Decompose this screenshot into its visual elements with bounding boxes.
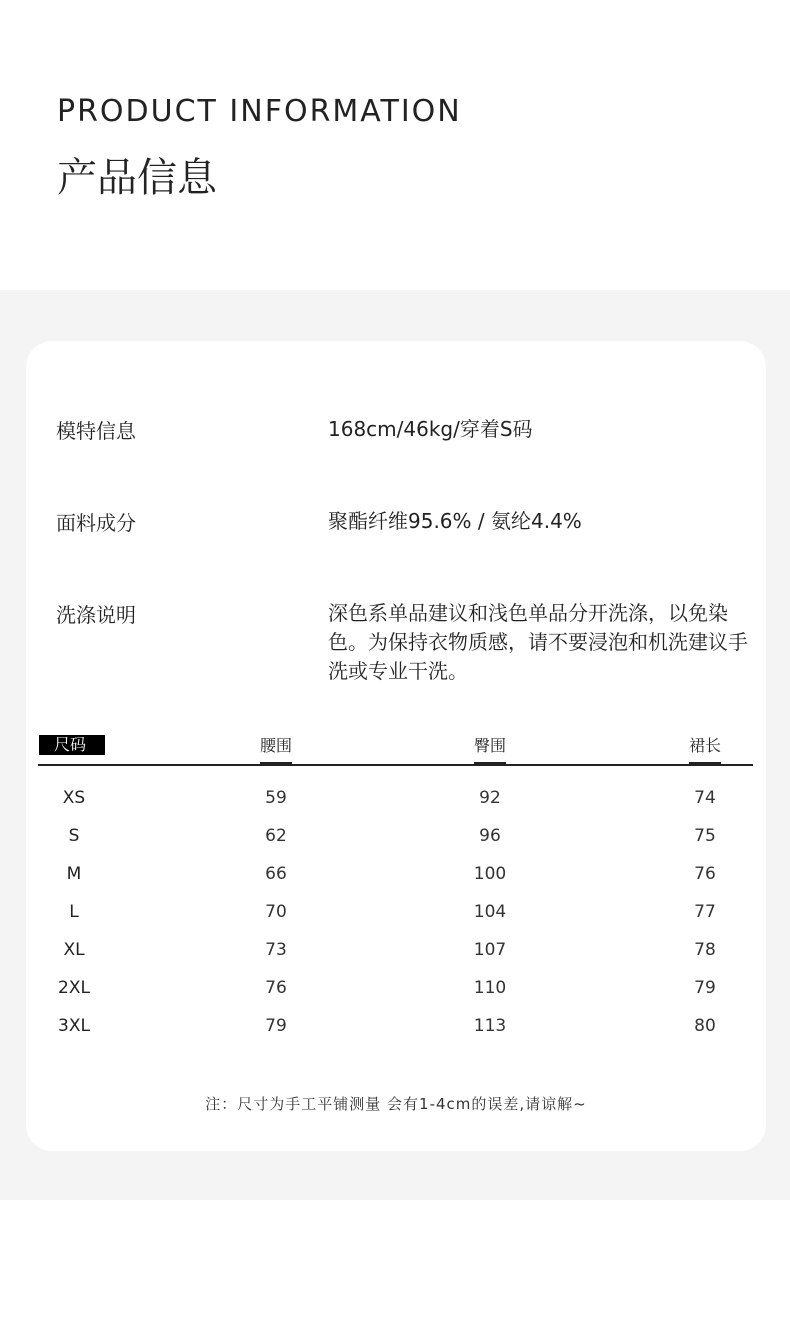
- hip-cell: 100: [473, 864, 507, 884]
- title-english: PRODUCT INFORMATION: [57, 94, 462, 129]
- size-table-body: [26, 784, 766, 1050]
- waist-cell: 70: [265, 902, 287, 922]
- size-cell: XS: [62, 788, 86, 808]
- length-cell: 76: [694, 864, 716, 884]
- measurement-note: 注：尺寸为手工平铺测量 会有1-4cm的误差,请谅解~: [205, 1095, 587, 1113]
- hip-cell: 104: [473, 902, 507, 922]
- table-row: [26, 936, 766, 974]
- hip-cell: 110: [473, 978, 507, 998]
- table-row: [26, 1012, 766, 1050]
- waist-cell: 66: [265, 864, 287, 884]
- hip-cell: 96: [479, 826, 501, 846]
- size-cell: 3XL: [58, 1016, 90, 1036]
- length-cell: 74: [694, 788, 716, 808]
- info-value-model: 168cm/46kg/穿着S码: [328, 417, 533, 441]
- waist-cell: 59: [265, 788, 287, 808]
- length-column-header: 裙长: [688, 736, 721, 755]
- size-cell: XL: [63, 940, 85, 960]
- length-cell: 77: [694, 902, 716, 922]
- waist-cell: 76: [265, 978, 287, 998]
- table-row: [26, 822, 766, 860]
- waist-column-header: 腰围: [259, 736, 292, 755]
- title-chinese: 产品信息: [57, 155, 217, 201]
- info-value-washing: 深色系单品建议和浅色单品分开洗涤，以免染色。为保持衣物质感，请不要浸泡和机洗建议手洗或专业干洗。: [328, 601, 748, 683]
- waist-cell: 62: [265, 826, 287, 846]
- table-header-divider: [38, 764, 753, 766]
- info-value-fabric: 聚酯纤维95.6% / 氨纶4.4%: [328, 509, 582, 533]
- size-cell: 2XL: [58, 978, 90, 998]
- size-cell: M: [66, 864, 82, 884]
- length-cell: 79: [694, 978, 716, 998]
- size-cell: L: [69, 902, 79, 922]
- table-row: [26, 974, 766, 1012]
- size-column-header: 尺码: [39, 735, 105, 755]
- waist-cell: 79: [265, 1016, 287, 1036]
- table-row: [26, 898, 766, 936]
- table-row: [26, 784, 766, 822]
- length-cell: 75: [694, 826, 716, 846]
- hip-cell: 113: [473, 1016, 507, 1036]
- info-label-model: 模特信息: [56, 419, 136, 443]
- hip-column-header: 臀围: [473, 736, 506, 755]
- length-cell: 78: [694, 940, 716, 960]
- hip-cell: 92: [479, 788, 501, 808]
- table-row: [26, 860, 766, 898]
- waist-cell: 73: [265, 940, 287, 960]
- hip-cell: 107: [473, 940, 507, 960]
- info-label-washing: 洗涤说明: [56, 603, 136, 627]
- length-cell: 80: [694, 1016, 716, 1036]
- info-label-fabric: 面料成分: [56, 511, 136, 535]
- page-header: [0, 0, 790, 290]
- info-card: [26, 341, 766, 1151]
- size-cell: S: [68, 826, 80, 846]
